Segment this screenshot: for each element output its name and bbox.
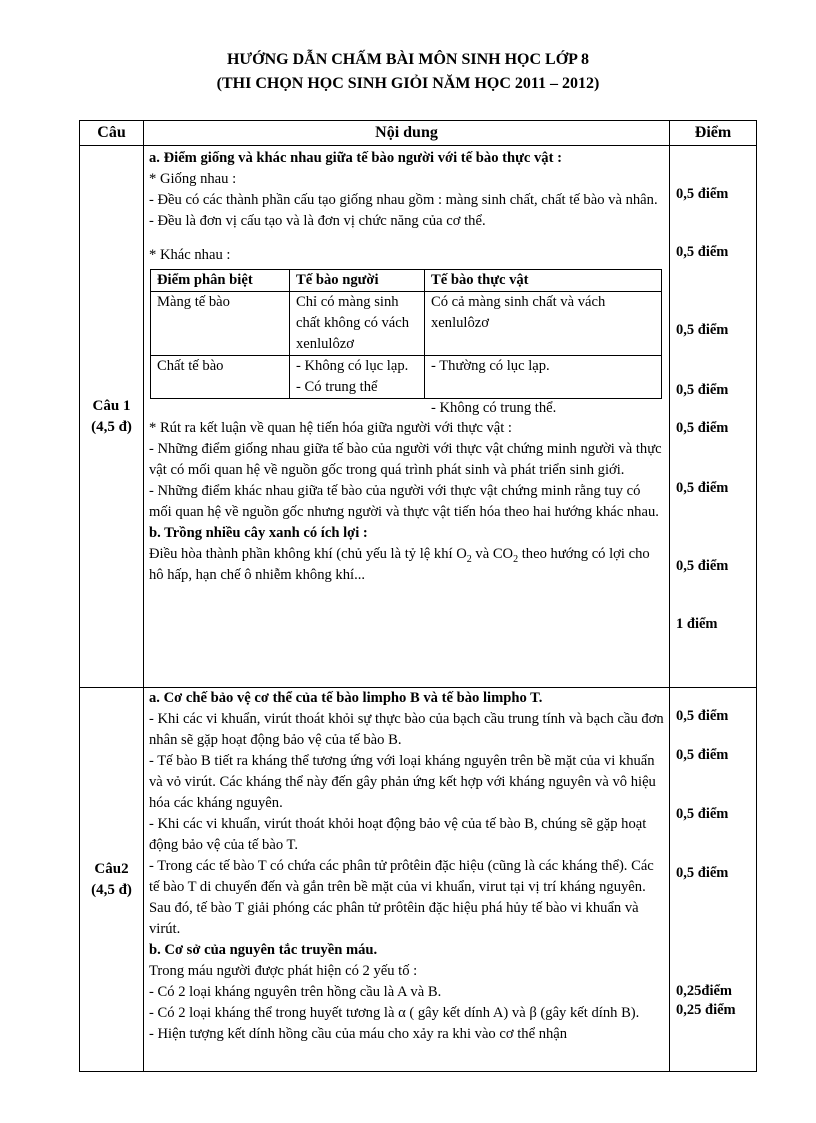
question-1-scores: [670, 146, 757, 688]
document-title: HƯỚNG DẪN CHẤM BÀI MÔN SINH HỌC LỚP 8: [226, 51, 590, 68]
score: 0,5 điểm: [676, 558, 729, 574]
question-1-content: [144, 146, 670, 688]
subheading: * Rút ra kết luận về quan hệ tiến hóa giữa người với thực vật :: [149, 420, 512, 436]
question-1-label: [80, 146, 144, 688]
comparison-header: Tế bào người: [290, 270, 425, 292]
section-heading: b. Cơ sở của nguyên tắc truyền máu.: [149, 942, 378, 958]
score: 0,5 điểm: [676, 186, 729, 202]
score: 0,25điểm: [676, 983, 732, 999]
question-points: (4,5 đ): [91, 418, 132, 435]
paragraph: - Hiện tượng kết dính hồng cầu của máu cho xảy ra khi vào cơ thể nhận: [149, 1026, 568, 1042]
comparison-cell: [425, 356, 662, 416]
score: 0,5 điểm: [676, 322, 729, 338]
question-2-label: [80, 688, 144, 1072]
comparison-line: - Không có trung thể.: [431, 400, 557, 416]
question-points: (4,5 đ): [91, 881, 132, 898]
comparison-table: [150, 269, 662, 416]
score: 1 điểm: [676, 616, 718, 632]
header-cau: Câu: [80, 121, 144, 146]
question-number: Câu2: [94, 860, 129, 877]
document-subtitle: (THI CHỌN HỌC SINH GIỎI NĂM HỌC 2011 – 2012): [216, 75, 600, 92]
paragraph: - Khi các vi khuẩn, virút thoát khỏi hoạt động bảo vệ của tế bào B, chúng sẽ gặp hoạt động bảo vệ của tế bào T.: [149, 816, 647, 853]
paragraph: Điều hòa thành phần không khí (chủ yếu là tỷ lệ khí $O_2$ và $CO_2$ theo hướng có lợi cho hô hấp, hạn chế ô nhiễm không khí...: [149, 546, 650, 583]
section-heading: b. Trồng nhiều cây xanh có ích lợi :: [149, 525, 368, 541]
score: 0,5 điểm: [676, 244, 729, 260]
comparison-cell: Chất tế bào: [151, 356, 290, 399]
score: 0,5 điểm: [676, 382, 729, 398]
paragraph: - Trong các tế bào T có chứa các phân tử prôtêin đặc hiệu (cũng là các kháng thể). Các tế bào T di chuyển đến và gắn trên bề mặt của vi khuẩn, virut tại vị trí kháng nguyên. Sau đó, tế bào T giải phóng các phân tử prôtêin đặc hiệu phá hủy tế bào vi khuẩn và virút.: [149, 858, 654, 937]
comparison-cell: [290, 356, 425, 399]
subheading: * Giống nhau :: [149, 171, 237, 187]
score: 0,5 điểm: [676, 865, 729, 881]
comparison-cell: Chỉ có màng sinh chất không có vách xenlulôzơ: [290, 292, 425, 356]
paragraph: - Có 2 loại kháng thể trong huyết tương là α ( gây kết dính A) và β (gây kết dính B).: [149, 1005, 640, 1021]
comparison-line: - Thường có lục lạp.: [431, 358, 550, 374]
header-noi-dung: Nội dung: [144, 121, 670, 146]
comparison-cell: Màng tế bào: [151, 292, 290, 356]
score: 0,5 điểm: [676, 480, 729, 496]
question-2-scores: [670, 688, 757, 1072]
subheading: * Khác nhau :: [149, 247, 231, 263]
paragraph: - Những điểm giống nhau giữa tế bào của người với thực vật chứng minh người và thực vật có mối quan hệ về nguồn gốc trong quá trình phát sinh và phát triển sinh giới.: [149, 441, 662, 478]
section-heading: a. Điểm giống và khác nhau giữa tế bào người với tế bào thực vật :: [149, 150, 562, 166]
grading-table: [79, 120, 757, 1072]
paragraph: - Khi các vi khuẩn, virút thoát khỏi sự thực bào của bạch cầu trung tính và bạch cầu đơn nhân sẽ gặp hoạt động bảo vệ của tế bào B.: [149, 711, 664, 748]
score: 0,5 điểm: [676, 420, 729, 436]
question-2-content: [144, 688, 670, 1072]
paragraph: - Có 2 loại kháng nguyên trên hồng cầu là A và B.: [149, 984, 442, 1000]
comparison-cell: Có cả màng sinh chất và vách xenlulôzơ: [425, 292, 662, 356]
score: 0,5 điểm: [676, 708, 729, 724]
header-diem: Điểm: [670, 121, 757, 146]
paragraph: Trong máu người được phát hiện có 2 yếu tố :: [149, 963, 418, 979]
paragraph: - Tế bào B tiết ra kháng thể tương ứng với loại kháng nguyên trên bề mặt của vi khuẩn và vỏ virút. Các kháng thể này đến gây phản ứng kết hợp với kháng nguyên và vô hiệu hóa các kháng nguyên.: [149, 753, 656, 811]
score: 0,5 điểm: [676, 806, 729, 822]
comparison-line: - Không có lục lạp.: [296, 358, 409, 374]
comparison-header: Tế bào thực vật: [425, 270, 662, 292]
score: 0,25 điểm: [676, 1002, 736, 1018]
comparison-line: - Có trung thể: [296, 379, 378, 395]
paragraph: - Đều có các thành phần cấu tạo giống nhau gồm : màng sinh chất, chất tế bào và nhân.: [149, 192, 658, 208]
paragraph: - Những điểm khác nhau giữa tế bào của người với thực vật chứng minh rằng tuy có mối quan hệ về nguồn gốc nhưng người và thực vật tiến hóa theo hai hướng khác nhau.: [149, 483, 659, 520]
question-number: Câu 1: [92, 397, 131, 414]
comparison-header: Điểm phân biệt: [151, 270, 290, 292]
section-heading: a. Cơ chế bảo vệ cơ thể của tế bào limpho B và tế bào limpho T.: [149, 690, 543, 706]
score: 0,5 điểm: [676, 747, 729, 763]
paragraph: - Đều là đơn vị cấu tạo và là đơn vị chức năng của cơ thể.: [149, 213, 486, 229]
